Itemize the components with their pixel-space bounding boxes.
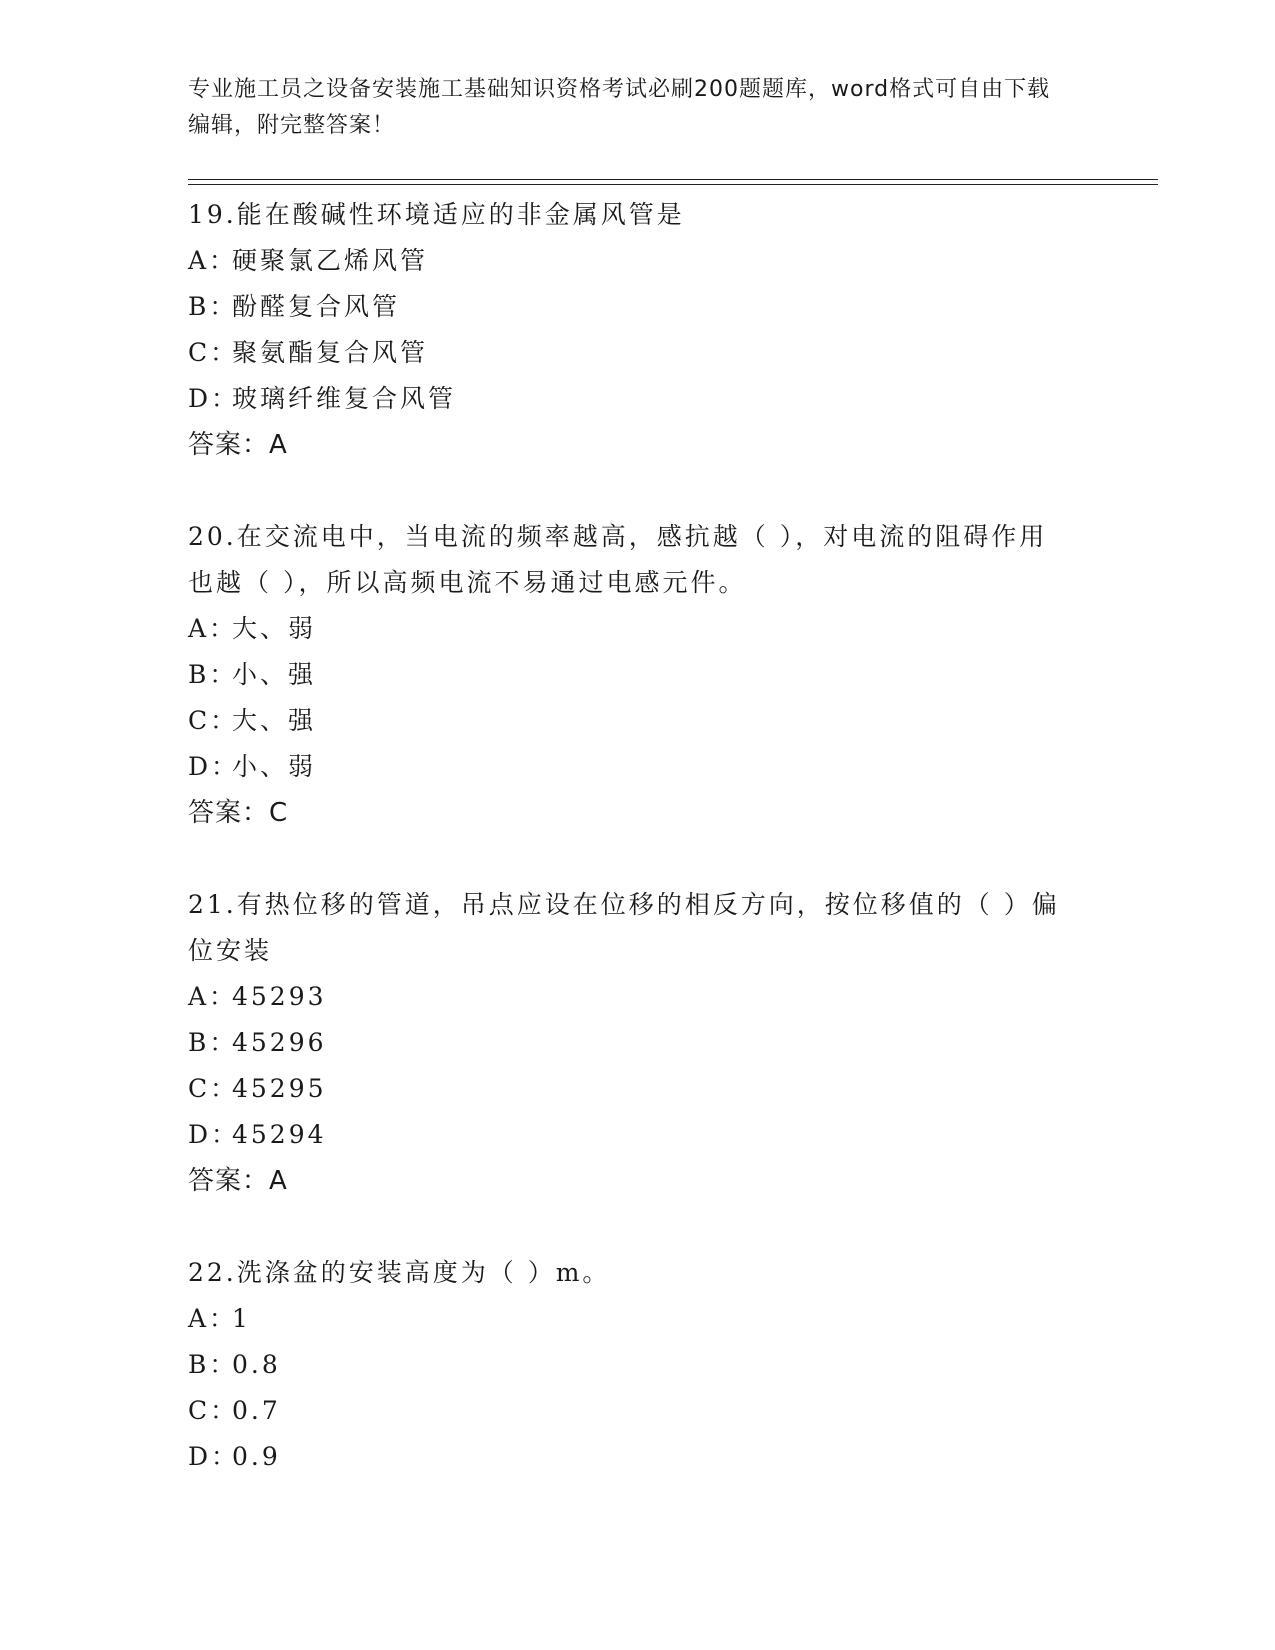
option-text: 小、弱 — [232, 752, 317, 781]
option-b — [188, 1342, 1068, 1388]
option-a — [188, 1296, 1068, 1342]
option-a — [188, 974, 1068, 1020]
option-text: 0.8 — [232, 1350, 281, 1379]
header-divider-top — [188, 179, 1158, 180]
option-text: 大、强 — [232, 706, 317, 735]
option-text: 酚醛复合风管 — [232, 292, 401, 321]
question-block — [188, 1250, 1068, 1480]
option-letter: C： — [188, 338, 239, 367]
option-text: 45295 — [232, 1074, 327, 1103]
option-c — [188, 330, 1068, 376]
option-letter: C： — [188, 706, 239, 735]
option-b — [188, 652, 1068, 698]
option-letter: B： — [188, 1350, 238, 1379]
option-text: 45294 — [232, 1120, 327, 1149]
option-text: 45293 — [232, 982, 327, 1011]
option-c — [188, 1066, 1068, 1112]
option-letter: B： — [188, 1028, 238, 1057]
question-text: 20.在交流电中，当电流的频率越高，感抗越（ ），对电流的阻碍作用也越（ ），所以高频电流不易通过电感元件。 — [188, 522, 1048, 597]
option-text: 硬聚氯乙烯风管 — [232, 246, 429, 275]
option-text: 1 — [232, 1304, 251, 1333]
option-letter: D： — [188, 1120, 240, 1149]
option-text: 小、强 — [232, 660, 317, 689]
option-letter: A： — [188, 246, 238, 275]
option-a — [188, 606, 1068, 652]
option-c — [188, 698, 1068, 744]
answer-line: 答案：C — [188, 798, 289, 828]
option-letter: A： — [188, 1304, 238, 1333]
option-letter: C： — [188, 1396, 239, 1425]
answer-line: 答案：A — [188, 430, 288, 460]
option-text: 0.9 — [232, 1442, 281, 1471]
option-a — [188, 238, 1068, 284]
option-letter: D： — [188, 384, 240, 413]
option-b — [188, 1020, 1068, 1066]
question-text: 22.洗涤盆的安装高度为（ ）m。 — [188, 1258, 611, 1287]
option-text: 45296 — [232, 1028, 327, 1057]
option-letter: A： — [188, 614, 238, 643]
document-header: 专业施工员之设备安装施工基础知识资格考试必刷200题题库，word格式可自由下载编辑，附完整答案！ — [188, 77, 1051, 138]
option-letter: A： — [188, 982, 238, 1011]
question-text: 19.能在酸碱性环境适应的非金属风管是 — [188, 200, 685, 229]
option-d — [188, 1434, 1068, 1480]
option-d — [188, 376, 1068, 422]
option-c — [188, 1388, 1068, 1434]
question-block — [188, 882, 1068, 1204]
option-b — [188, 284, 1068, 330]
option-letter: C： — [188, 1074, 239, 1103]
question-block — [188, 514, 1068, 836]
header-divider-bottom — [188, 184, 1158, 185]
option-letter: D： — [188, 1442, 240, 1471]
option-d — [188, 744, 1068, 790]
option-letter: B： — [188, 660, 238, 689]
option-text: 聚氨酯复合风管 — [232, 338, 429, 367]
option-text: 0.7 — [232, 1396, 281, 1425]
question-list — [188, 192, 1068, 1526]
option-letter: B： — [188, 292, 238, 321]
option-d — [188, 1112, 1068, 1158]
option-text: 玻璃纤维复合风管 — [232, 384, 457, 413]
option-letter: D： — [188, 752, 240, 781]
question-block — [188, 192, 1068, 468]
option-text: 大、弱 — [232, 614, 317, 643]
answer-line: 答案：A — [188, 1166, 288, 1196]
question-text: 21.有热位移的管道，吊点应设在位移的相反方向，按位移值的（ ）偏位安装 — [188, 890, 1060, 965]
